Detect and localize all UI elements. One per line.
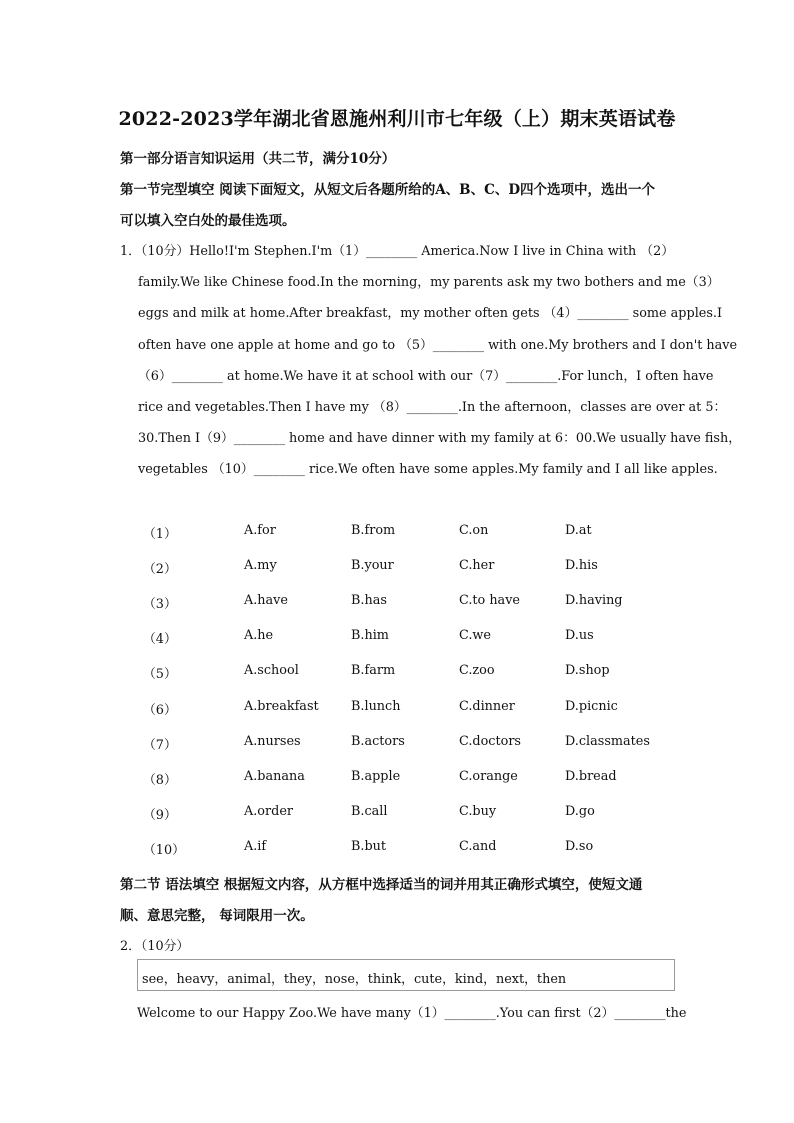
word-bank: see，heavy，animal，they，nose，think，cute，kind，next，then xyxy=(142,972,567,987)
option-number: （8） xyxy=(143,773,177,788)
option-c: C.doctors xyxy=(459,734,521,749)
option-number: （7） xyxy=(143,738,177,753)
option-b: B.call xyxy=(351,804,388,819)
option-c: C.her xyxy=(459,558,495,573)
option-c: C.and xyxy=(459,839,497,854)
part1-heading: 第一部分语言知识运用（共二节，满分10分） xyxy=(120,151,396,167)
option-number: （10） xyxy=(143,843,185,858)
option-b: B.has xyxy=(351,593,387,608)
option-b: B.him xyxy=(351,628,389,643)
option-d: D.picnic xyxy=(565,699,618,714)
option-number: （5） xyxy=(143,667,177,682)
option-a: A.breakfast xyxy=(244,699,319,714)
option-b: B.apple xyxy=(351,769,401,784)
option-c: C.buy xyxy=(459,804,497,819)
option-d: D.having xyxy=(565,593,623,608)
option-c: C.orange xyxy=(459,769,518,784)
q2-passage-line: Welcome to our Happy Zoo.We have many（1）________.You can first（2）________the xyxy=(137,1006,687,1021)
option-b: B.farm xyxy=(351,663,396,678)
section2-instruction-line2: 顺、意思完整， 每词限用一次。 xyxy=(120,908,314,924)
option-b: B.your xyxy=(351,558,394,573)
option-number: （2） xyxy=(143,562,177,577)
q2-label: 2．（10分） xyxy=(120,939,190,954)
option-a: A.my xyxy=(244,558,277,573)
option-d: D.go xyxy=(565,804,595,819)
q1-passage-line: family.We like Chinese food.In the morning，my parents ask my two bothers and me（3） xyxy=(138,275,720,290)
q1-passage-line: （6）________ at home.We have it at school with our（7）________.For lunch，I often have xyxy=(138,369,714,384)
q1-passage-line: 1．（10分）Hello!I'm Stephen.I'm（1）________ America.Now I live in China with （2） xyxy=(120,244,675,259)
option-d: D.us xyxy=(565,628,594,643)
option-a: A.if xyxy=(244,839,267,854)
option-b: B.but xyxy=(351,839,387,854)
q1-passage-line: vegetables （10）________ rice.We often have some apples.My family and I all like apples. xyxy=(138,462,718,477)
exam-title: 2022-2023学年湖北省恩施州利川市七年级（上）期末英语试卷 xyxy=(118,108,676,130)
section1-instruction-line2: 可以填入空白处的最佳选项。 xyxy=(120,213,296,229)
option-b: B.lunch xyxy=(351,699,401,714)
option-b: B.from xyxy=(351,523,396,538)
option-c: C.on xyxy=(459,523,489,538)
option-c: C.we xyxy=(459,628,491,643)
option-d: D.so xyxy=(565,839,594,854)
option-a: A.banana xyxy=(244,769,305,784)
option-d: D.classmates xyxy=(565,734,650,749)
option-number: （4） xyxy=(143,632,177,647)
option-a: A.for xyxy=(244,523,276,538)
option-a: A.have xyxy=(244,593,288,608)
option-d: D.bread xyxy=(565,769,617,784)
option-a: A.nurses xyxy=(244,734,301,749)
option-a: A.he xyxy=(244,628,274,643)
q1-passage-line: often have one apple at home and go to （5）________ with one.My brothers and I don't have xyxy=(138,338,738,353)
option-d: D.shop xyxy=(565,663,610,678)
section2-instruction-line1: 第二节 语法填空 根据短文内容，从方框中选择适当的词并用其正确形式填空，使短文通 xyxy=(120,877,643,893)
option-a: A.school xyxy=(244,663,299,678)
option-number: （1） xyxy=(143,527,177,542)
word-bank-box xyxy=(137,959,675,991)
section1-instruction-line1: 第一节完型填空 阅读下面短文，从短文后各题所给的A、B、C、D四个选项中，选出一个 xyxy=(120,182,656,198)
option-b: B.actors xyxy=(351,734,405,749)
q1-passage-line: eggs and milk at home.After breakfast，my mother often gets （4）________ some apples.I xyxy=(138,306,723,321)
option-number: （3） xyxy=(143,597,177,612)
option-c: C.dinner xyxy=(459,699,515,714)
option-c: C.zoo xyxy=(459,663,495,678)
option-number: （9） xyxy=(143,808,177,823)
option-d: D.his xyxy=(565,558,598,573)
option-a: A.order xyxy=(244,804,294,819)
option-c: C.to have xyxy=(459,593,520,608)
q1-passage-line: rice and vegetables.Then I have my （8）________.In the afternoon，classes are over at 5： xyxy=(138,400,727,415)
q1-passage-line: 30.Then I（9）________ home and have dinner with my family at 6：00.We usually have fish， xyxy=(138,431,742,446)
option-d: D.at xyxy=(565,523,592,538)
option-number: （6） xyxy=(143,703,177,718)
